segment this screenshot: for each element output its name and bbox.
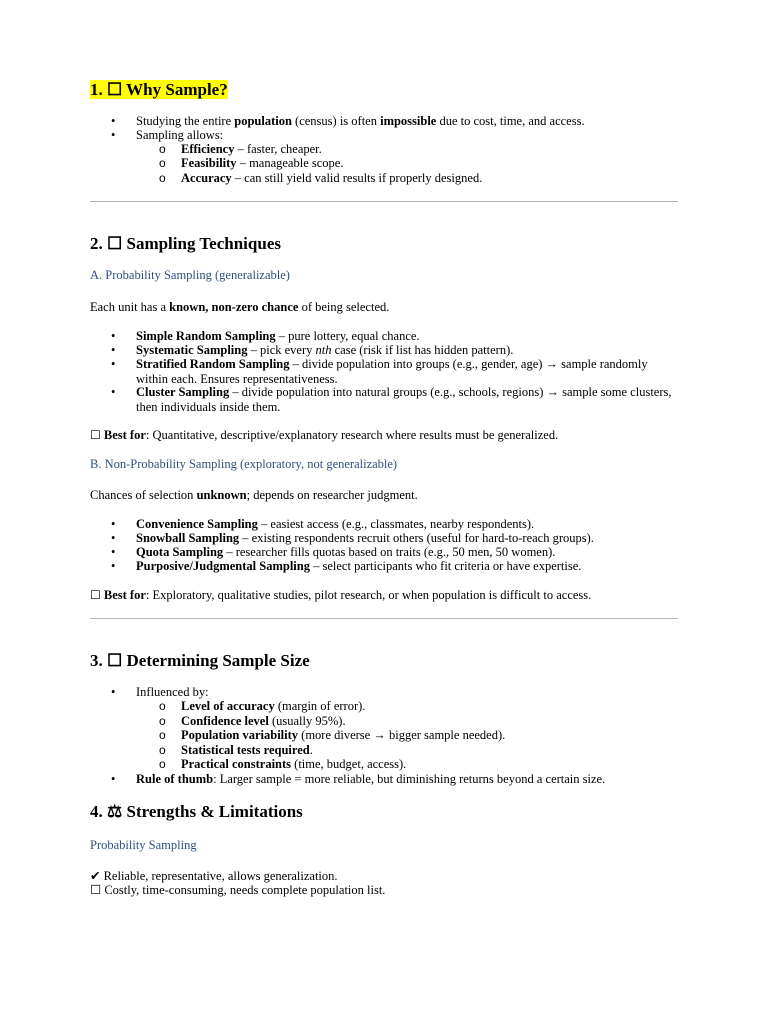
- best-for-note: ☐ Best for: Quantitative, descriptive/explanatory research where results must be generalized.: [90, 428, 559, 442]
- list-item: • Simple Random Sampling – pure lottery, equal chance.: [111, 329, 420, 343]
- list-item: • Convenience Sampling – easiest access (e.g., classmates, nearby respondents).: [111, 517, 535, 531]
- list-item: • Purposive/Judgmental Sampling – select participants who fit criteria or have expertise.: [111, 559, 582, 573]
- sub-list-item: o Statistical tests required.: [159, 743, 313, 757]
- best-for-note: ☐ Best for: Exploratory, qualitative studies, pilot research, or when population is difficult to access.: [90, 588, 592, 602]
- section-1-heading: [90, 80, 228, 100]
- sub-list-item: o Accuracy – can still yield valid results if properly designed.: [159, 171, 483, 185]
- divider: [90, 618, 678, 619]
- section-1-title: 1. ☐ Why Sample?: [90, 80, 228, 99]
- list-item: • Quota Sampling – researcher fills quotas based on traits (e.g., 50 men, 50 women).: [111, 545, 556, 559]
- list-item: • Snowball Sampling – existing respondents recruit others (useful for hard-to-reach groups).: [111, 531, 594, 545]
- section-4-heading: 4. ⚖ Strengths & Limitations: [90, 802, 303, 821]
- sub-list-item: o Population variability (more diverse → bigger sample needed).: [159, 728, 506, 742]
- list-item: • Studying the entire population (census) is often impossible due to cost, time, and access.: [111, 114, 585, 128]
- subsection-b-title: B. Non-Probability Sampling (exploratory, not generalizable): [90, 457, 398, 471]
- subsection-a-title: A. Probability Sampling (generalizable): [90, 268, 290, 282]
- list-item: • Influenced by:: [111, 685, 209, 699]
- paragraph: Chances of selection unknown; depends on researcher judgment.: [90, 488, 418, 502]
- divider: [90, 201, 678, 202]
- section-2-heading: 2. ☐ Sampling Techniques: [90, 234, 281, 253]
- sub-list-item: o Practical constraints (time, budget, access).: [159, 757, 407, 771]
- list-item: • Sampling allows:: [111, 128, 224, 142]
- sub-list-item: o Level of accuracy (margin of error).: [159, 699, 366, 713]
- list-item: • Stratified Random Sampling – divide population into groups (e.g., gender, age) → sample randomly within each. Ensures representativeness.: [111, 357, 648, 386]
- list-item: • Rule of thumb: Larger sample = more reliable, but diminishing returns beyond a certain size.: [111, 772, 606, 786]
- sub-list-item: o Feasibility – manageable scope.: [159, 156, 344, 170]
- paragraph: Each unit has a known, non-zero chance of being selected.: [90, 300, 390, 314]
- list-item: • Cluster Sampling – divide population into natural groups (e.g., schools, regions) → sample some clusters, then individuals inside them.: [111, 385, 672, 414]
- section-3-heading: 3. ☐ Determining Sample Size: [90, 651, 310, 670]
- subsection-title: Probability Sampling: [90, 838, 197, 852]
- limitation-line: ☐ Costly, time-consuming, needs complete population list.: [90, 883, 386, 897]
- checkbox-icon: ☐: [90, 428, 101, 442]
- strength-line: ✔ Reliable, representative, allows generalization.: [90, 869, 338, 883]
- sub-list-item: o Efficiency – faster, cheaper.: [159, 142, 322, 156]
- list-item: • Systematic Sampling – pick every nth case (risk if list has hidden pattern).: [111, 343, 514, 357]
- checkbox-icon: ☐: [90, 588, 101, 602]
- sub-list-item: o Confidence level (usually 95%).: [159, 714, 346, 728]
